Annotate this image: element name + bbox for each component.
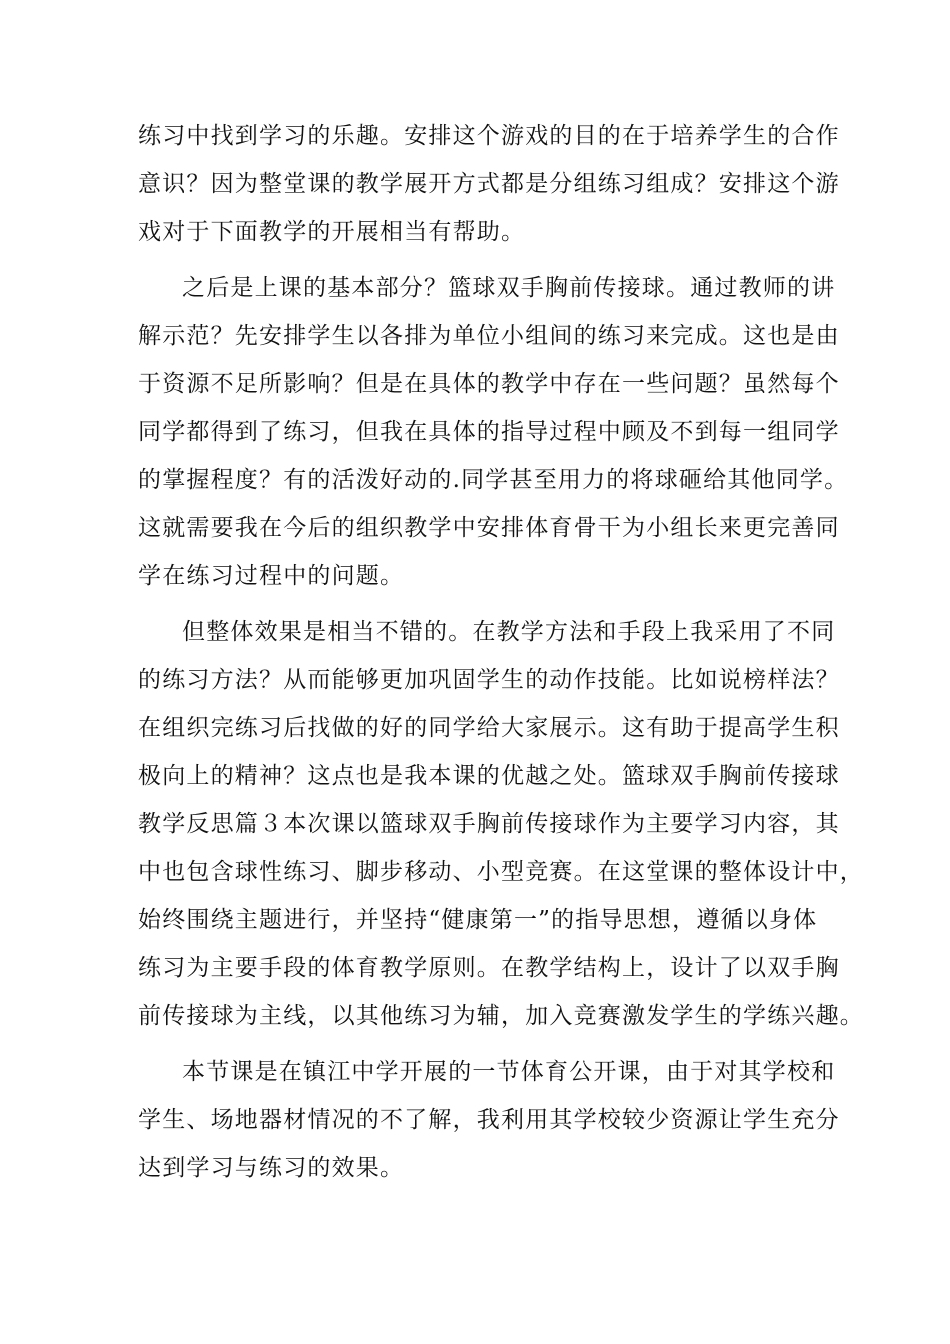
text-line: 学在练习过程中的问题。 bbox=[138, 563, 405, 589]
text-line: 解示范？先安排学生以各排为单位小组间的练习来完成。这也是由 bbox=[138, 323, 840, 349]
text-line: 学生、场地器材情况的不了解，我利用其学校较少资源让学生充分 bbox=[138, 1107, 840, 1133]
text-line: 始终围绕主题进行，并坚持“健康第一”的指导思想，遵循以身体 bbox=[138, 907, 818, 933]
text-line: 的练习方法？从而能够更加巩固学生的动作技能。比如说榜样法？ bbox=[138, 667, 840, 693]
text-line: 本节课是在镇江中学开展的一节体育公开课，由于对其学校和 bbox=[182, 1059, 836, 1085]
text-line: 这就需要我在今后的组织教学中安排体育骨干为小组长来更完善同 bbox=[138, 515, 840, 541]
text-line: 极向上的精神？这点也是我本课的优越之处。篮球双手胸前传接球 bbox=[138, 763, 840, 789]
text-line: 练习为主要手段的体育教学原则。在教学结构上，设计了以双手胸 bbox=[138, 955, 840, 981]
text-line: 同学都得到了练习，但我在具体的指导过程中顾及不到每一组同学 bbox=[138, 419, 840, 445]
text-line: 但整体效果是相当不错的。在教学方法和手段上我采用了不同 bbox=[182, 619, 836, 645]
text-line: 于资源不足所影响？但是在具体的教学中存在一些问题？虽然每个 bbox=[138, 371, 840, 397]
text-line: 中也包含球性练习、脚步移动、小型竞赛。在这堂课的整体设计中， bbox=[138, 859, 864, 885]
text-line: 在组织完练习后找做的好的同学给大家展示。这有助于提高学生积 bbox=[138, 715, 840, 741]
text-line: 戏对于下面教学的开展相当有帮助。 bbox=[138, 219, 526, 245]
text-line: 达到学习与练习的效果。 bbox=[138, 1155, 405, 1181]
text-line: 之后是上课的基本部分？篮球双手胸前传接球。通过教师的讲 bbox=[182, 275, 836, 301]
text-line: 教学反思篇３本次课以篮球双手胸前传接球作为主要学习内容，其 bbox=[138, 811, 840, 837]
text-line: 意识？因为整堂课的教学展开方式都是分组练习组成？安排这个游 bbox=[138, 171, 840, 197]
text-line: 的掌握程度？有的活泼好动的.同学甚至用力的将球砸给其他同学。 bbox=[138, 467, 849, 493]
text-line: 前传接球为主线，以其他练习为辅，加入竞赛激发学生的学练兴趣。 bbox=[138, 1003, 864, 1029]
text-line: 练习中找到学习的乐趣。安排这个游戏的目的在于培养学生的合作 bbox=[138, 123, 840, 149]
